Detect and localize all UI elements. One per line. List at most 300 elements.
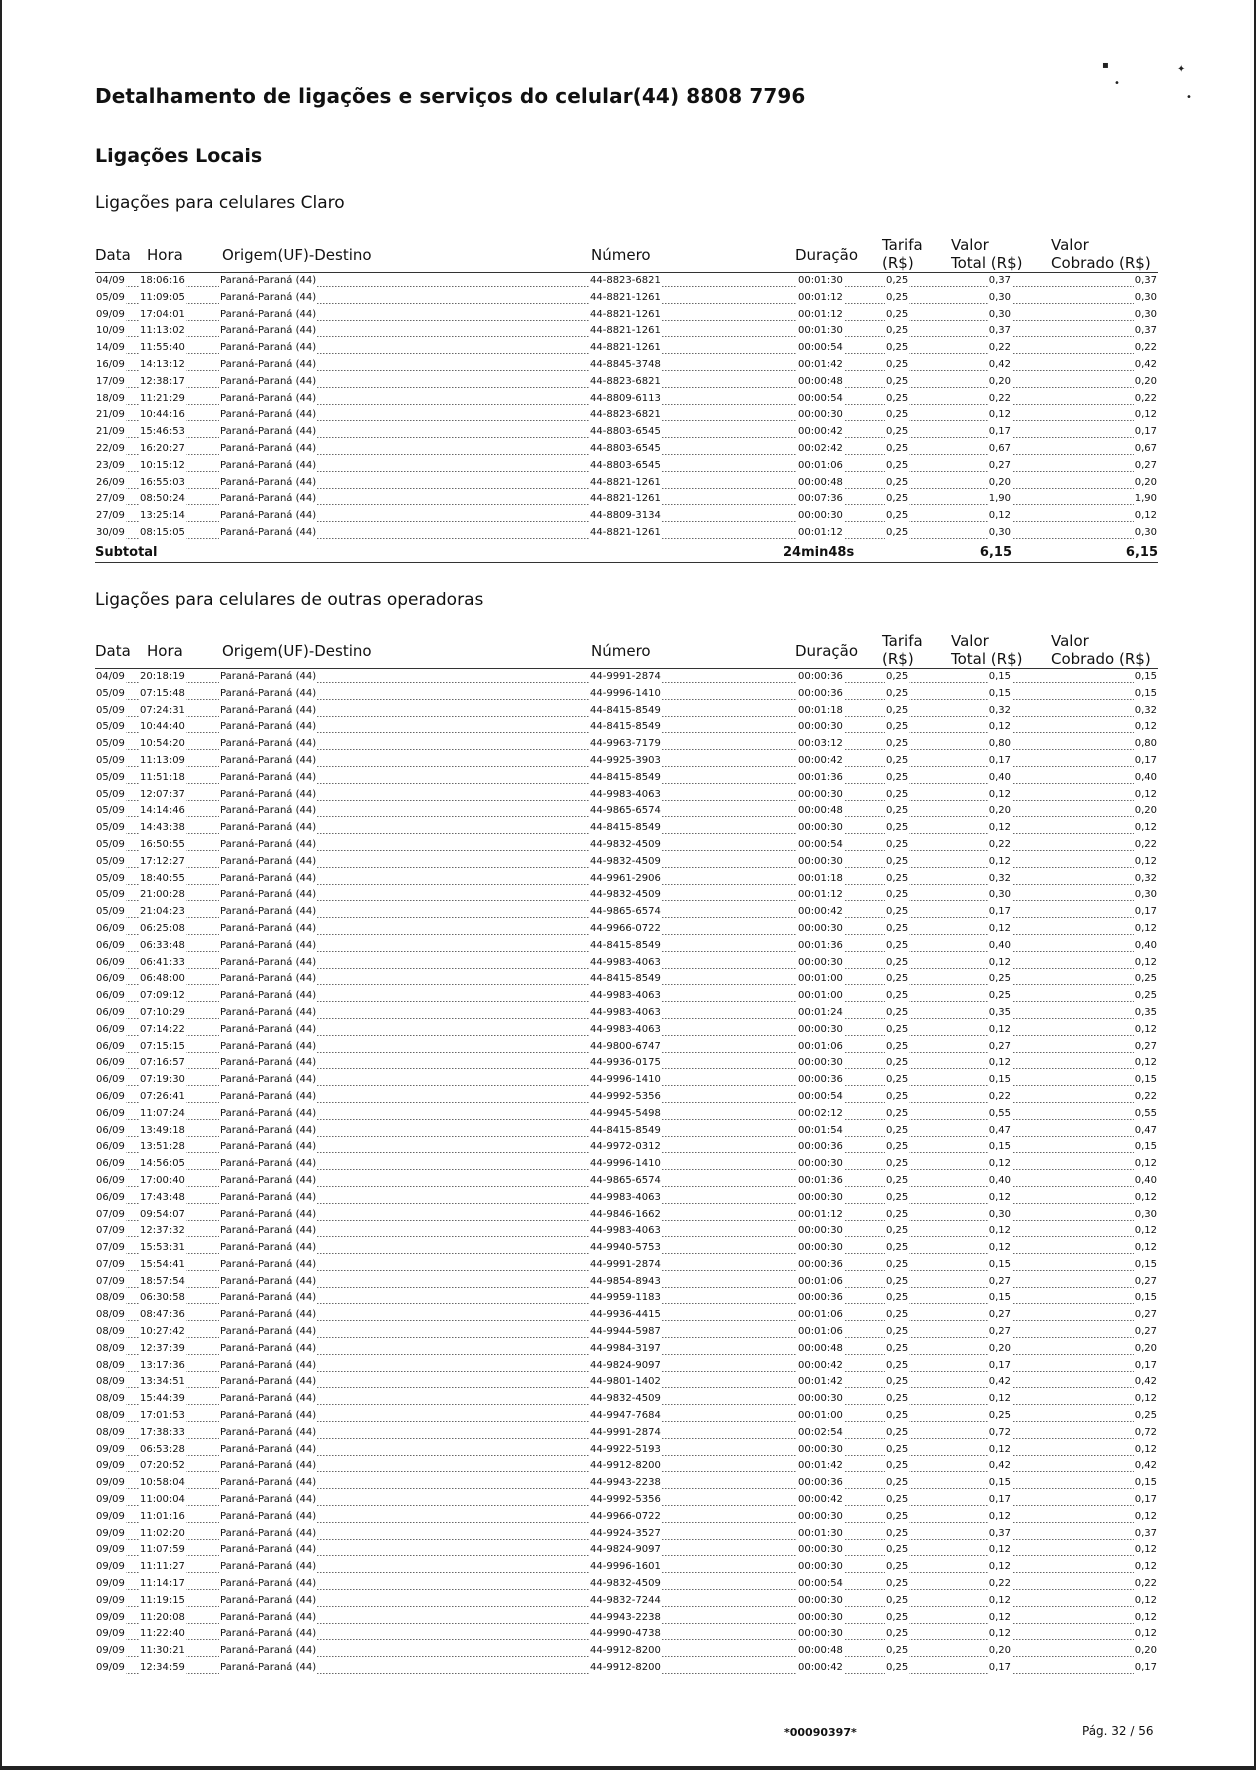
col-header-tarifa-unit: (R$) — [882, 254, 914, 272]
cell-total-value: 0,15 — [988, 1475, 1012, 1492]
cell-time: 10:54:20 — [139, 736, 186, 753]
cell-time: 07:19:30 — [139, 1072, 186, 1089]
cell-rate: 0,25 — [885, 1425, 909, 1442]
cell-charged-value: 0,37 — [1134, 273, 1158, 290]
cell-number: 44-9996-1410 — [589, 1072, 662, 1089]
cell-charged-value: 0,17 — [1134, 1358, 1158, 1375]
cell-date: 06/09 — [95, 1173, 126, 1190]
cell-total-value: 0,27 — [988, 1274, 1012, 1291]
cell-total-value: 0,55 — [988, 1106, 1012, 1123]
table-row — [95, 1509, 1158, 1526]
cell-rate: 0,25 — [885, 307, 909, 324]
cell-duration: 00:00:48 — [797, 1643, 844, 1660]
table-row — [95, 1055, 1158, 1072]
col-header-valor-label: Valor — [951, 632, 989, 650]
cell-origin-destination: Paraná-Paraná (44) — [219, 1324, 317, 1341]
cell-rate: 0,25 — [885, 391, 909, 408]
section-title: Ligações Locais — [95, 145, 263, 167]
cell-number: 44-9945-5498 — [589, 1106, 662, 1123]
cell-charged-value: 0,25 — [1134, 1408, 1158, 1425]
cell-rate: 0,25 — [885, 475, 909, 492]
cell-date: 14/09 — [95, 340, 126, 357]
cell-rate: 0,25 — [885, 1610, 909, 1627]
cell-time: 12:07:37 — [139, 787, 186, 804]
table-row — [95, 357, 1158, 374]
cell-time: 07:15:15 — [139, 1039, 186, 1056]
cell-rate: 0,25 — [885, 770, 909, 787]
cell-date: 10/09 — [95, 323, 126, 340]
cell-date: 27/09 — [95, 508, 126, 525]
cell-time: 07:14:22 — [139, 1022, 186, 1039]
cell-rate: 0,25 — [885, 955, 909, 972]
cell-time: 20:18:19 — [139, 669, 186, 686]
cell-number: 44-8823-6821 — [589, 273, 662, 290]
cell-date: 21/09 — [95, 424, 126, 441]
cell-duration: 00:00:30 — [797, 1240, 844, 1257]
cell-charged-value: 0,55 — [1134, 1106, 1158, 1123]
cell-origin-destination: Paraná-Paraná (44) — [219, 1408, 317, 1425]
cell-number: 44-9832-4509 — [589, 1576, 662, 1593]
cell-duration: 00:00:30 — [797, 955, 844, 972]
cell-time: 14:13:12 — [139, 357, 186, 374]
cell-date: 05/09 — [95, 736, 126, 753]
cell-number: 44-9824-9097 — [589, 1542, 662, 1559]
cell-duration: 00:03:12 — [797, 736, 844, 753]
cell-date: 07/09 — [95, 1207, 126, 1224]
cell-total-value: 0,22 — [988, 391, 1012, 408]
cell-charged-value: 0,42 — [1134, 1374, 1158, 1391]
cell-charged-value: 0,32 — [1134, 703, 1158, 720]
cell-duration: 00:00:30 — [797, 1610, 844, 1627]
cell-time: 07:09:12 — [139, 988, 186, 1005]
cell-number: 44-9990-4738 — [589, 1626, 662, 1643]
cell-rate: 0,25 — [885, 719, 909, 736]
cell-time: 13:17:36 — [139, 1358, 186, 1375]
cell-number: 44-9940-5753 — [589, 1240, 662, 1257]
table-row — [95, 1022, 1158, 1039]
cell-rate: 0,25 — [885, 803, 909, 820]
cell-time: 16:50:55 — [139, 837, 186, 854]
cell-duration: 00:01:42 — [797, 1458, 844, 1475]
cell-number: 44-9984-3197 — [589, 1341, 662, 1358]
cell-origin-destination: Paraná-Paraná (44) — [219, 307, 317, 324]
cell-time: 14:14:46 — [139, 803, 186, 820]
cell-date: 27/09 — [95, 491, 126, 508]
cell-time: 11:11:27 — [139, 1559, 186, 1576]
cell-rate: 0,25 — [885, 374, 909, 391]
table-row — [95, 1425, 1158, 1442]
cell-number: 44-9936-4415 — [589, 1307, 662, 1324]
cell-number: 44-8803-6545 — [589, 441, 662, 458]
cell-charged-value: 0,15 — [1134, 1475, 1158, 1492]
cell-origin-destination: Paraná-Paraná (44) — [219, 458, 317, 475]
cell-charged-value: 0,22 — [1134, 391, 1158, 408]
cell-charged-value: 0,12 — [1134, 1542, 1158, 1559]
cell-time: 11:30:21 — [139, 1643, 186, 1660]
cell-duration: 00:00:30 — [797, 1022, 844, 1039]
cell-time: 18:40:55 — [139, 871, 186, 888]
cell-origin-destination: Paraná-Paraná (44) — [219, 753, 317, 770]
cell-duration: 00:00:30 — [797, 921, 844, 938]
col-header-valor-cobrado — [1051, 632, 1151, 668]
cell-total-value: 0,12 — [988, 1509, 1012, 1526]
cell-origin-destination: Paraná-Paraná (44) — [219, 1190, 317, 1207]
cell-date: 09/09 — [95, 1442, 126, 1459]
cell-duration: 00:00:54 — [797, 1089, 844, 1106]
cell-total-value: 0,42 — [988, 1374, 1012, 1391]
cell-charged-value: 0,17 — [1134, 753, 1158, 770]
cell-number: 44-9824-9097 — [589, 1358, 662, 1375]
cell-origin-destination: Paraná-Paraná (44) — [219, 1374, 317, 1391]
cell-total-value: 0,40 — [988, 1173, 1012, 1190]
cell-number: 44-8821-1261 — [589, 340, 662, 357]
table-row — [95, 290, 1158, 307]
scan-speck: • — [1186, 92, 1192, 103]
cell-charged-value: 0,67 — [1134, 441, 1158, 458]
table-row — [95, 955, 1158, 972]
table-row — [95, 1173, 1158, 1190]
cell-origin-destination: Paraná-Paraná (44) — [219, 871, 317, 888]
cell-date: 08/09 — [95, 1374, 126, 1391]
cell-origin-destination: Paraná-Paraná (44) — [219, 1626, 317, 1643]
cell-total-value: 0,22 — [988, 1576, 1012, 1593]
cell-duration: 00:00:30 — [797, 407, 844, 424]
cell-charged-value: 0,12 — [1134, 1055, 1158, 1072]
cell-time: 07:24:31 — [139, 703, 186, 720]
cell-date: 08/09 — [95, 1307, 126, 1324]
cell-duration: 00:01:00 — [797, 971, 844, 988]
cell-duration: 00:01:12 — [797, 307, 844, 324]
cell-time: 11:13:02 — [139, 323, 186, 340]
cell-total-value: 0,15 — [988, 1139, 1012, 1156]
cell-origin-destination: Paraná-Paraná (44) — [219, 1458, 317, 1475]
cell-rate: 0,25 — [885, 1307, 909, 1324]
cell-rate: 0,25 — [885, 508, 909, 525]
cell-duration: 00:00:36 — [797, 1139, 844, 1156]
cell-date: 09/09 — [95, 1593, 126, 1610]
cell-number: 44-9912-8200 — [589, 1458, 662, 1475]
cell-origin-destination: Paraná-Paraná (44) — [219, 340, 317, 357]
table-row — [95, 1341, 1158, 1358]
table-row — [95, 1475, 1158, 1492]
cell-time: 11:02:20 — [139, 1526, 186, 1543]
cell-date: 18/09 — [95, 391, 126, 408]
cell-number: 44-8803-6545 — [589, 458, 662, 475]
cell-time: 11:20:08 — [139, 1610, 186, 1627]
cell-total-value: 0,40 — [988, 770, 1012, 787]
cell-rate: 0,25 — [885, 407, 909, 424]
table-row — [95, 1576, 1158, 1593]
cell-origin-destination: Paraná-Paraná (44) — [219, 357, 317, 374]
table-row — [95, 1089, 1158, 1106]
cell-duration: 00:01:00 — [797, 1408, 844, 1425]
cell-origin-destination: Paraná-Paraná (44) — [219, 971, 317, 988]
cell-number: 44-9800-6747 — [589, 1039, 662, 1056]
cell-date: 09/09 — [95, 307, 126, 324]
cell-duration: 00:00:48 — [797, 803, 844, 820]
cell-number: 44-9854-8943 — [589, 1274, 662, 1291]
cell-origin-destination: Paraná-Paraná (44) — [219, 938, 317, 955]
cell-origin-destination: Paraná-Paraná (44) — [219, 820, 317, 837]
cell-origin-destination: Paraná-Paraná (44) — [219, 1559, 317, 1576]
cell-charged-value: 0,12 — [1134, 508, 1158, 525]
cell-time: 17:43:48 — [139, 1190, 186, 1207]
table-row — [95, 374, 1158, 391]
cell-time: 21:04:23 — [139, 904, 186, 921]
table-row — [95, 525, 1158, 542]
table-row — [95, 458, 1158, 475]
cell-date: 06/09 — [95, 938, 126, 955]
cell-date: 09/09 — [95, 1643, 126, 1660]
cell-time: 07:20:52 — [139, 1458, 186, 1475]
cell-number: 44-9972-0312 — [589, 1139, 662, 1156]
cell-duration: 00:00:36 — [797, 1257, 844, 1274]
col-header-valor-total — [951, 632, 1022, 668]
table-row — [95, 1223, 1158, 1240]
cell-origin-destination: Paraná-Paraná (44) — [219, 1005, 317, 1022]
cell-duration: 00:00:36 — [797, 1475, 844, 1492]
table-row — [95, 1358, 1158, 1375]
cell-date: 21/09 — [95, 407, 126, 424]
cell-total-value: 0,12 — [988, 508, 1012, 525]
cell-rate: 0,25 — [885, 273, 909, 290]
cell-charged-value: 0,30 — [1134, 887, 1158, 904]
cell-date: 30/09 — [95, 525, 126, 542]
cell-rate: 0,25 — [885, 1123, 909, 1140]
table-row — [95, 1492, 1158, 1509]
cell-charged-value: 0,30 — [1134, 1207, 1158, 1224]
table-row — [95, 1324, 1158, 1341]
cell-rate: 0,25 — [885, 1559, 909, 1576]
cell-rate: 0,25 — [885, 921, 909, 938]
cell-total-value: 0,42 — [988, 357, 1012, 374]
cell-duration: 00:00:30 — [797, 1442, 844, 1459]
cell-time: 17:12:27 — [139, 854, 186, 871]
cell-rate: 0,25 — [885, 1223, 909, 1240]
cell-rate: 0,25 — [885, 787, 909, 804]
cell-origin-destination: Paraná-Paraná (44) — [219, 1509, 317, 1526]
cell-duration: 00:00:30 — [797, 1190, 844, 1207]
cell-date: 05/09 — [95, 904, 126, 921]
table-header — [95, 632, 1158, 669]
cell-duration: 00:00:48 — [797, 374, 844, 391]
cell-number: 44-9801-1402 — [589, 1374, 662, 1391]
document-title: Detalhamento de ligações e serviços do celular(44) 8808 7796 — [95, 84, 806, 108]
cell-number: 44-9865-6574 — [589, 904, 662, 921]
table-row — [95, 921, 1158, 938]
cell-total-value: 0,32 — [988, 871, 1012, 888]
cell-rate: 0,25 — [885, 458, 909, 475]
cell-origin-destination: Paraná-Paraná (44) — [219, 736, 317, 753]
cell-charged-value: 0,17 — [1134, 1492, 1158, 1509]
cell-number: 44-8809-3134 — [589, 508, 662, 525]
cell-total-value: 0,30 — [988, 1207, 1012, 1224]
cell-duration: 00:01:06 — [797, 1274, 844, 1291]
cell-time: 10:27:42 — [139, 1324, 186, 1341]
cell-number: 44-9983-4063 — [589, 1223, 662, 1240]
cell-rate: 0,25 — [885, 1643, 909, 1660]
cell-origin-destination: Paraná-Paraná (44) — [219, 1223, 317, 1240]
cell-date: 08/09 — [95, 1391, 126, 1408]
cell-total-value: 0,37 — [988, 1526, 1012, 1543]
cell-origin-destination: Paraná-Paraná (44) — [219, 854, 317, 871]
cell-number: 44-9983-4063 — [589, 988, 662, 1005]
cell-rate: 0,25 — [885, 686, 909, 703]
cell-origin-destination: Paraná-Paraná (44) — [219, 669, 317, 686]
cell-date: 08/09 — [95, 1341, 126, 1358]
cell-number: 44-9943-2238 — [589, 1475, 662, 1492]
cell-time: 11:21:29 — [139, 391, 186, 408]
cell-number: 44-9832-4509 — [589, 887, 662, 904]
cell-origin-destination: Paraná-Paraná (44) — [219, 1139, 317, 1156]
cell-date: 06/09 — [95, 1190, 126, 1207]
cell-duration: 00:02:42 — [797, 441, 844, 458]
cell-charged-value: 0,20 — [1134, 1341, 1158, 1358]
cell-time: 06:41:33 — [139, 955, 186, 972]
table-rows — [95, 669, 1158, 1677]
cell-time: 11:07:24 — [139, 1106, 186, 1123]
cell-number: 44-8823-6821 — [589, 374, 662, 391]
table-row — [95, 1458, 1158, 1475]
cell-date: 22/09 — [95, 441, 126, 458]
table-row — [95, 424, 1158, 441]
cell-origin-destination: Paraná-Paraná (44) — [219, 391, 317, 408]
cell-duration: 00:00:30 — [797, 1055, 844, 1072]
cell-date: 06/09 — [95, 921, 126, 938]
cell-total-value: 0,15 — [988, 686, 1012, 703]
cell-rate: 0,25 — [885, 1509, 909, 1526]
cell-duration: 00:00:36 — [797, 686, 844, 703]
cell-date: 05/09 — [95, 770, 126, 787]
cell-charged-value: 0,12 — [1134, 1223, 1158, 1240]
cell-origin-destination: Paraná-Paraná (44) — [219, 988, 317, 1005]
table-row — [95, 391, 1158, 408]
cell-time: 10:44:16 — [139, 407, 186, 424]
cell-time: 14:56:05 — [139, 1156, 186, 1173]
cell-time: 11:19:15 — [139, 1593, 186, 1610]
col-header-numero: Número — [591, 642, 651, 660]
cell-rate: 0,25 — [885, 753, 909, 770]
cell-rate: 0,25 — [885, 1290, 909, 1307]
cell-rate: 0,25 — [885, 1576, 909, 1593]
cell-rate: 0,25 — [885, 1257, 909, 1274]
cell-origin-destination: Paraná-Paraná (44) — [219, 1660, 317, 1677]
cell-charged-value: 0,15 — [1134, 1290, 1158, 1307]
cell-time: 11:14:17 — [139, 1576, 186, 1593]
cell-number: 44-8415-8549 — [589, 703, 662, 720]
col-header-valor-label: Valor — [951, 236, 989, 254]
cell-date: 09/09 — [95, 1458, 126, 1475]
table-row — [95, 1559, 1158, 1576]
cell-number: 44-9961-2906 — [589, 871, 662, 888]
col-header-hora: Hora — [147, 642, 183, 660]
cell-time: 18:06:16 — [139, 273, 186, 290]
cell-date: 06/09 — [95, 1123, 126, 1140]
table-row — [95, 1660, 1158, 1677]
cell-charged-value: 0,12 — [1134, 1593, 1158, 1610]
table-row — [95, 1610, 1158, 1627]
cell-date: 05/09 — [95, 719, 126, 736]
cell-date: 16/09 — [95, 357, 126, 374]
cell-date: 09/09 — [95, 1610, 126, 1627]
cell-duration: 00:00:30 — [797, 1542, 844, 1559]
cell-rate: 0,25 — [885, 357, 909, 374]
cell-number: 44-8415-8549 — [589, 820, 662, 837]
cell-total-value: 0,37 — [988, 273, 1012, 290]
cell-time: 06:53:28 — [139, 1442, 186, 1459]
cell-time: 11:01:16 — [139, 1509, 186, 1526]
cell-total-value: 0,30 — [988, 887, 1012, 904]
cell-charged-value: 0,72 — [1134, 1425, 1158, 1442]
cell-charged-value: 0,42 — [1134, 1458, 1158, 1475]
cell-rate: 0,25 — [885, 1039, 909, 1056]
table-row — [95, 938, 1158, 955]
cell-total-value: 0,12 — [988, 1022, 1012, 1039]
cell-origin-destination: Paraná-Paraná (44) — [219, 1257, 317, 1274]
cell-number: 44-9943-2238 — [589, 1610, 662, 1627]
cell-time: 07:16:57 — [139, 1055, 186, 1072]
cell-rate: 0,25 — [885, 1492, 909, 1509]
cell-origin-destination: Paraná-Paraná (44) — [219, 1173, 317, 1190]
cell-duration: 00:00:30 — [797, 854, 844, 871]
cell-time: 10:15:12 — [139, 458, 186, 475]
cell-origin-destination: Paraná-Paraná (44) — [219, 525, 317, 542]
cell-number: 44-9983-4063 — [589, 1190, 662, 1207]
cell-date: 06/09 — [95, 1005, 126, 1022]
cell-date: 06/09 — [95, 971, 126, 988]
cell-charged-value: 0,12 — [1134, 1509, 1158, 1526]
cell-total-value: 0,17 — [988, 424, 1012, 441]
table-row — [95, 770, 1158, 787]
table-title-other-operators: Ligações para celulares de outras operadoras — [95, 590, 484, 610]
cell-duration: 00:00:30 — [797, 1156, 844, 1173]
calls-table-other-operators — [95, 632, 1158, 1677]
cell-rate: 0,25 — [885, 1156, 909, 1173]
cell-duration: 00:01:36 — [797, 938, 844, 955]
cell-number: 44-9996-1601 — [589, 1559, 662, 1576]
cell-charged-value: 0,12 — [1134, 407, 1158, 424]
cell-number: 44-9991-2874 — [589, 1425, 662, 1442]
cell-duration: 00:01:06 — [797, 1039, 844, 1056]
cell-charged-value: 0,12 — [1134, 1190, 1158, 1207]
cell-duration: 00:00:30 — [797, 820, 844, 837]
cell-duration: 00:00:48 — [797, 1341, 844, 1358]
cell-rate: 0,25 — [885, 1190, 909, 1207]
cell-date: 07/09 — [95, 1223, 126, 1240]
col-header-tarifa-label: Tarifa — [882, 632, 923, 650]
cell-charged-value: 0,12 — [1134, 1559, 1158, 1576]
subtotal-label: Subtotal — [95, 544, 158, 560]
cell-time: 15:54:41 — [139, 1257, 186, 1274]
cell-charged-value: 0,12 — [1134, 1610, 1158, 1627]
cell-rate: 0,25 — [885, 1458, 909, 1475]
cell-date: 06/09 — [95, 1156, 126, 1173]
table-row — [95, 1156, 1158, 1173]
cell-rate: 0,25 — [885, 1526, 909, 1543]
cell-charged-value: 0,12 — [1134, 787, 1158, 804]
cell-total-value: 0,12 — [988, 1442, 1012, 1459]
cell-total-value: 0,12 — [988, 1156, 1012, 1173]
subtotal-row — [95, 542, 1158, 563]
cell-rate: 0,25 — [885, 290, 909, 307]
cell-origin-destination: Paraná-Paraná (44) — [219, 1156, 317, 1173]
cell-origin-destination: Paraná-Paraná (44) — [219, 1492, 317, 1509]
cell-charged-value: 0,12 — [1134, 820, 1158, 837]
cell-charged-value: 0,40 — [1134, 938, 1158, 955]
table-header — [95, 236, 1158, 273]
cell-rate: 0,25 — [885, 1055, 909, 1072]
cell-charged-value: 0,12 — [1134, 1626, 1158, 1643]
